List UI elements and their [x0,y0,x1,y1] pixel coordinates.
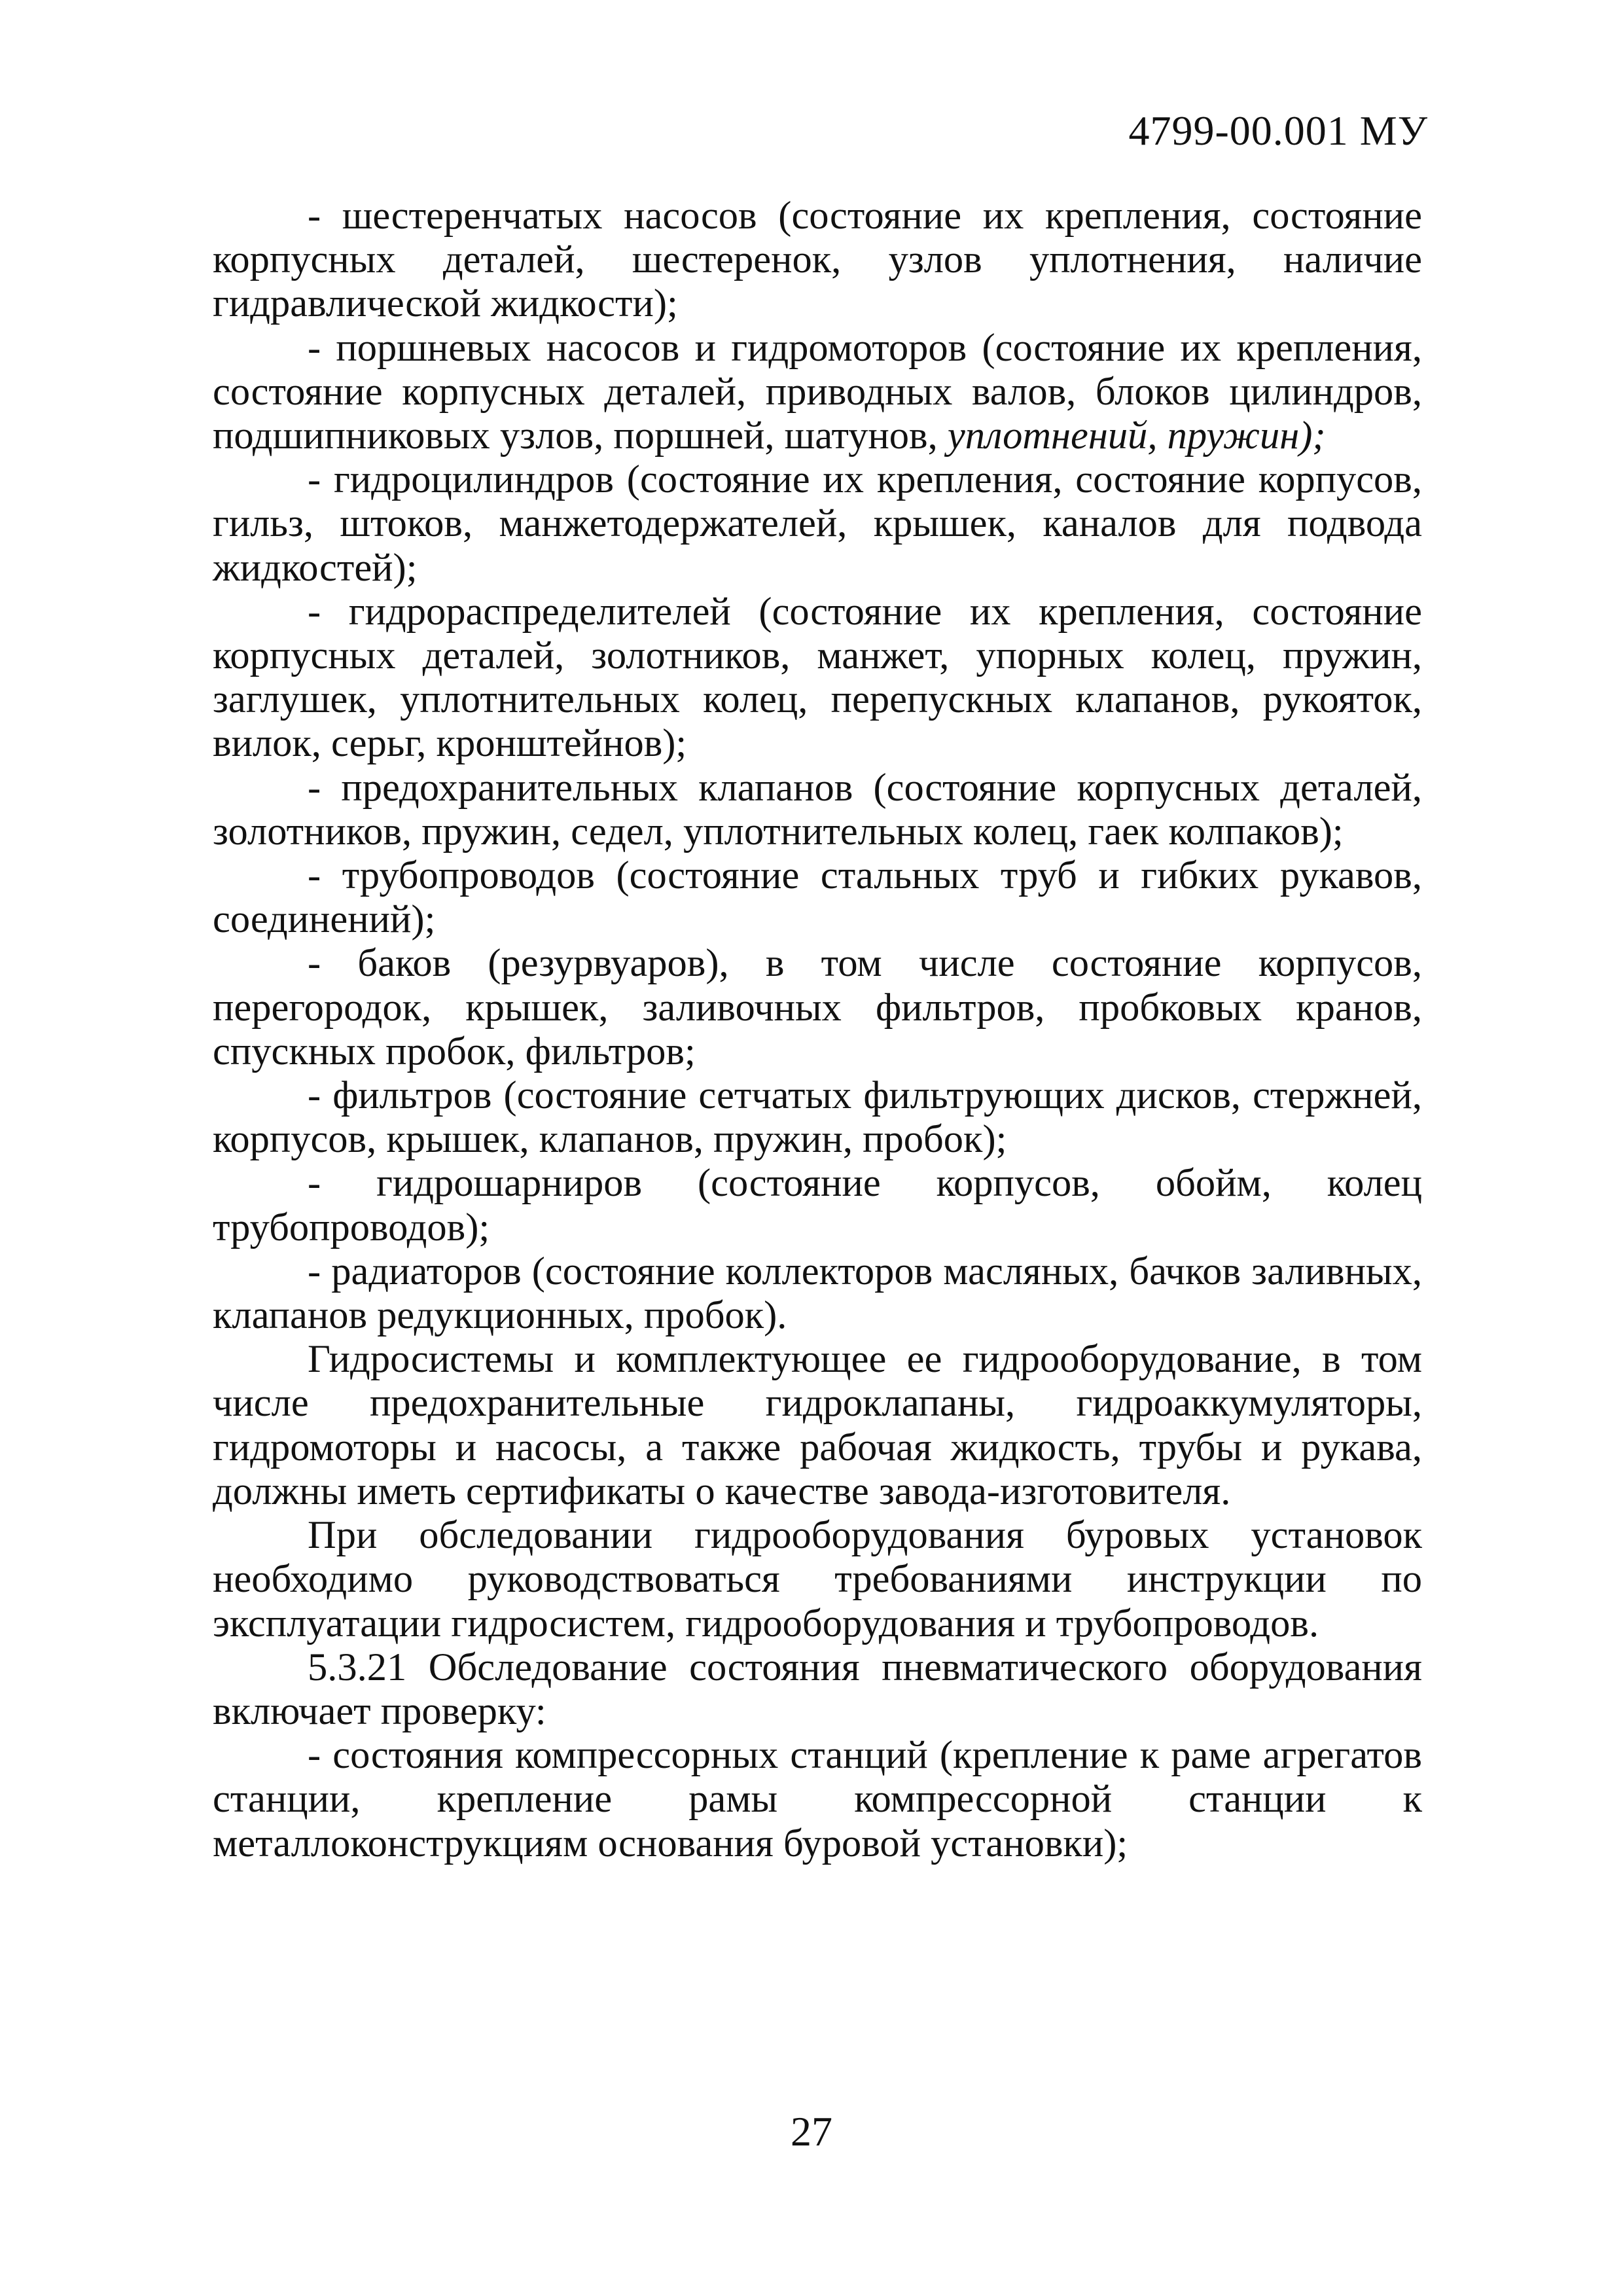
paragraph-piston-pumps [213,326,1422,458]
paragraph-certificates: Гидросистемы и комплектующее ее гидрооборудование, в том числе предохранительные гидроклапаны, гидроаккумуляторы, гидромоторы и насосы, а также рабочая жидкость, трубы и рукава, должны иметь сертификаты о качестве завода-изготовителя. [213,1337,1422,1513]
page-number: 27 [791,2108,832,2155]
paragraph-radiators: - радиаторов (состояние коллекторов масляных, бачков заливных, клапанов редукционных, пробок). [213,1249,1422,1338]
paragraph-safety-valves: - предохранительных клапанов (состояние корпусных деталей, золотников, пружин, седел, уплотнительных колец, гаек колпаков); [213,765,1422,853]
paragraph-filters: - фильтров (состояние сетчатых фильтрующих дисков, стержней, корпусов, крышек, клапанов, пружин, пробок); [213,1073,1422,1162]
page-body [213,194,1422,1865]
paragraph-hydraulic-distributors: - гидрораспределителей (состояние их крепления, состояние корпусных деталей, золотников, манжет, упорных колец, пружин, заглушек, уплотнительных колец, перепускных клапанов, рукояток, вилок, серьг, кронштейнов); [213,589,1422,766]
paragraph-hydraulic-hinges: - гидрошарниров (состояние корпусов, обойм, колец трубопроводов); [213,1161,1422,1249]
paragraph-section-5-3-21: 5.3.21 Обследование состояния пневматического оборудования включает проверку: [213,1645,1422,1733]
paragraph-compressor-stations: - состояния компрессорных станций (крепление к раме агрегатов станции, крепление рамы компрессорной станции к металлоконструкциям основания буровой установки); [213,1733,1422,1865]
paragraph-piston-pumps-text: - поршневых насосов и гидромоторов (состояние их крепления, состояние корпусных деталей, приводных валов, блоков цилиндров, подшипниковых узлов, поршней, шатунов, [213,325,1422,458]
paragraph-pipelines: - трубопроводов (состояние стальных труб и гибких рукавов, соединений); [213,853,1422,942]
document-code: 4799-00.001 МУ [1128,107,1428,154]
paragraph-piston-pumps-italic: уплотнений, пружин); [947,414,1326,458]
paragraph-hydraulic-cylinders: - гидроцилиндров (состояние их крепления, состояние корпусов, гильз, штоков, манжетодержателей, крышек, каналов для подвода жидкостей); [213,457,1422,590]
paragraph-tanks: - баков (резурвуаров), в том числе состояние корпусов, перегородок, крышек, заливочных фильтров, пробковых кранов, спускных пробок, фильтров; [213,941,1422,1073]
paragraph-inspection-rules: При обследовании гидрооборудования буровых установок необходимо руководствоваться требованиями инструкции по эксплуатации гидросистем, гидрооборудования и трубопроводов. [213,1513,1422,1645]
paragraph-gear-pumps: - шестеренчатых насосов (состояние их крепления, состояние корпусных деталей, шестеренок, узлов уплотнения, наличие гидравлической жидкости); [213,194,1422,326]
